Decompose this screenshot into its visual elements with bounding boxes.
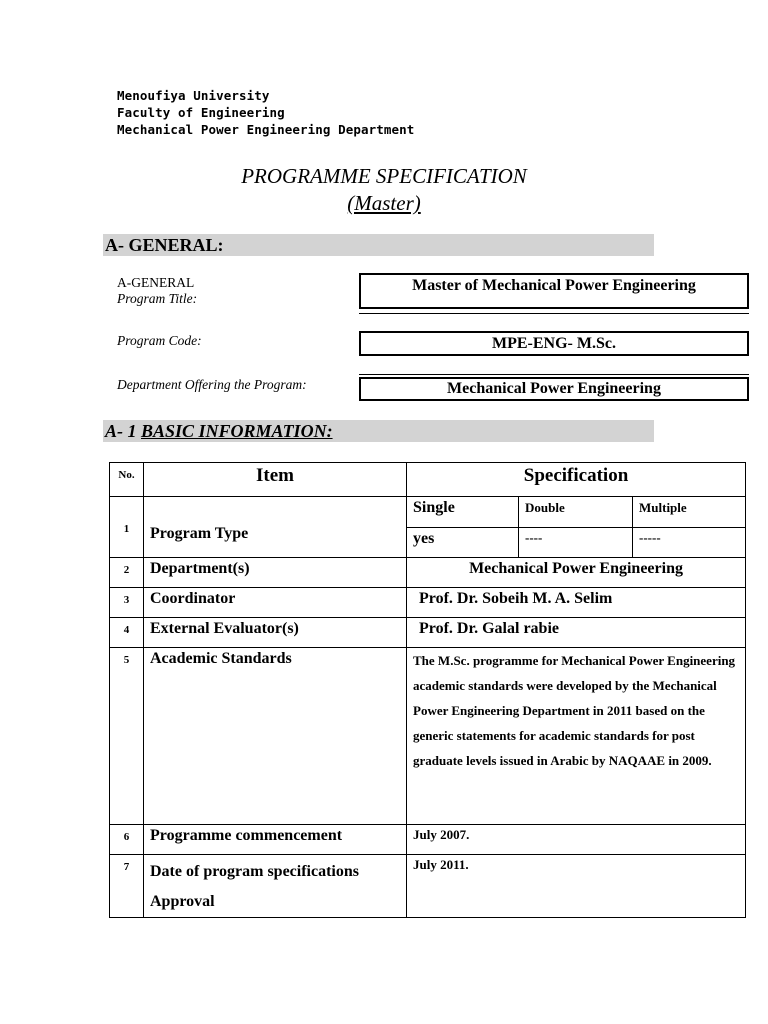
section-a-bar: [103, 234, 654, 256]
row-3-spec: Prof. Dr. Sobeih M. A. Selim: [407, 588, 746, 618]
program-code-label: Program Code:: [117, 333, 202, 348]
document-title: PROGRAMME SPECIFICATION: [241, 164, 527, 188]
document-subtitle: (Master): [347, 191, 421, 215]
row-2-item: Department(s): [144, 558, 407, 588]
university-name: Menoufiya University: [117, 88, 270, 103]
department-offering-label: Department Offering the Program:: [117, 377, 307, 392]
row-5-item: Academic Standards: [144, 648, 407, 825]
row-6-item: Programme commencement: [144, 825, 407, 855]
row-7-item: Date of program specifications Approval: [144, 855, 407, 918]
department-offering-value: Mechanical Power Engineering: [447, 380, 661, 397]
table-row: [110, 618, 746, 648]
sub-multiple-header: Multiple: [633, 497, 746, 528]
row-1-item: Program Type: [144, 497, 407, 558]
row-2-no: 2: [110, 558, 144, 588]
sub-single-header: Single: [407, 497, 519, 528]
row-3-no: 3: [110, 588, 144, 618]
table-row: [110, 588, 746, 618]
program-title-label: Program Title:: [117, 291, 198, 306]
row-4-item: External Evaluator(s): [144, 618, 407, 648]
table-row: [110, 558, 746, 588]
row-5-no: 5: [110, 648, 144, 825]
row-1-single: yes: [407, 528, 519, 558]
row-6-no: 6: [110, 825, 144, 855]
section-a1-heading: BASIC INFORMATION:: [141, 421, 333, 441]
row-4-spec: Prof. Dr. Galal rabie: [407, 618, 746, 648]
row-5-spec: The M.Sc. programme for Mechanical Power Engineering academic standards were developed by the Mechanical Power Engineering Department in 2011 based on the generic statements for academic standards for post graduate levels issued in Arabic by NAQAAE in 2009.: [407, 648, 746, 825]
row-3-item: Coordinator: [144, 588, 407, 618]
row-4-no: 4: [110, 618, 144, 648]
col-spec-header: Specification: [407, 463, 746, 497]
department-name: Mechanical Power Engineering Department: [117, 122, 415, 137]
table-row: [110, 855, 746, 918]
table-row: [110, 648, 746, 825]
sub-double-header: Double: [519, 497, 633, 528]
program-code-box: [359, 331, 749, 356]
row-1-double: ----: [519, 528, 633, 558]
row-1-no: 1: [110, 497, 144, 558]
section-a1-prefix: A- 1: [105, 421, 141, 441]
section-a1-bar: [103, 420, 654, 442]
program-title-value: Master of Mechanical Power Engineering: [412, 277, 696, 294]
program-title-underline: [359, 313, 749, 314]
program-code-value: MPE-ENG- M.Sc.: [492, 335, 616, 352]
row-1-multiple: -----: [633, 528, 746, 558]
table-header-row: [110, 463, 746, 497]
faculty-name: Faculty of Engineering: [117, 105, 285, 120]
department-offering-box: [359, 377, 749, 401]
department-box-overline: [359, 374, 749, 375]
basic-information-table: [109, 462, 746, 918]
section-a-heading: A- GENERAL:: [105, 235, 224, 255]
row-7-no: 7: [110, 855, 144, 918]
row-7-spec: July 2011.: [407, 855, 746, 918]
table-subheader-row: [110, 497, 746, 528]
col-item-header: Item: [144, 463, 407, 497]
row-6-spec: July 2007.: [407, 825, 746, 855]
general-label: A-GENERAL: [117, 275, 195, 290]
program-title-box: [359, 273, 749, 309]
col-no-header: No.: [110, 463, 144, 497]
row-2-spec: Mechanical Power Engineering: [407, 558, 746, 588]
section-a1-heading-wrap: [105, 421, 333, 442]
table-row: [110, 825, 746, 855]
